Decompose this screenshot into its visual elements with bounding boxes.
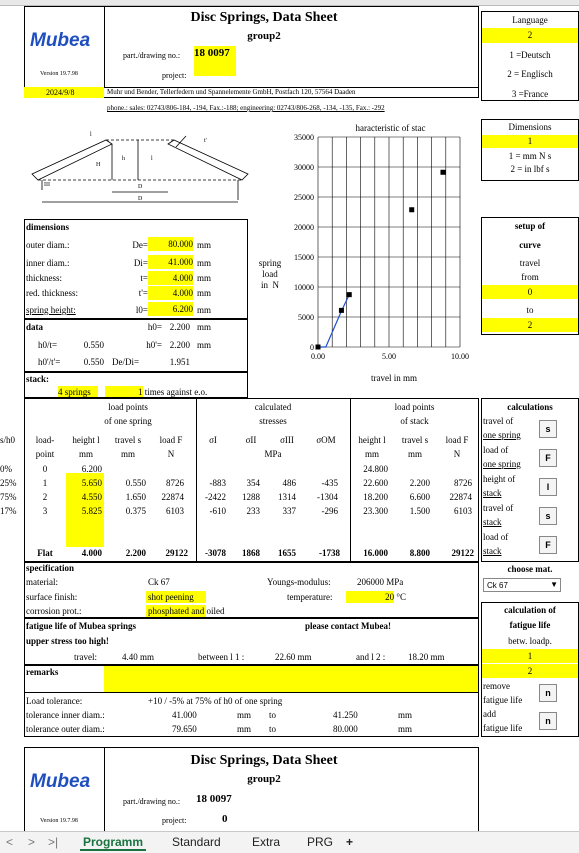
date-value[interactable]: 2024/9/8 bbox=[46, 88, 75, 97]
remove-fatigue-label-2: fatigue life bbox=[483, 695, 523, 705]
table-hdr-stress-2: stresses bbox=[259, 416, 287, 426]
calc-button-1[interactable]: F bbox=[539, 449, 557, 467]
first-sheet-icon[interactable]: < bbox=[6, 835, 14, 849]
col-sigma-1: σI bbox=[209, 435, 217, 445]
page2-part-number: 18 0097 bbox=[196, 793, 232, 805]
sheet-tab-bar bbox=[0, 831, 579, 853]
h0p-value: 2.200 bbox=[169, 340, 190, 350]
tol-inner-label: tolerance inner diam.: bbox=[26, 710, 105, 720]
chart-x-label: travel in mm bbox=[371, 373, 417, 383]
h0-value: 2.200 bbox=[169, 322, 190, 332]
h0-symbol: h0= bbox=[147, 322, 162, 332]
outer-diam-unit: mm bbox=[197, 240, 212, 250]
fatigue-l1-value: 22.60 mm bbox=[275, 652, 312, 662]
calc-label-3-b: stack bbox=[483, 517, 502, 527]
fatigue-loadp-2-input[interactable]: 2 bbox=[482, 664, 578, 678]
tol-outer-mm-1: mm bbox=[237, 724, 252, 734]
col-travel-1: travel s bbox=[114, 435, 142, 445]
cell-s3-1: 486 bbox=[282, 478, 296, 488]
language-title: Language bbox=[512, 15, 548, 25]
dd-value: 1.951 bbox=[169, 357, 190, 367]
spec-title: specification bbox=[26, 563, 74, 573]
col-load-2: N bbox=[167, 449, 175, 459]
svg-text:t': t' bbox=[204, 138, 207, 144]
mubea-logo: Mubea bbox=[30, 30, 91, 51]
tol-outer-mm-2: mm bbox=[398, 724, 413, 734]
corrosion-value[interactable]: phosphated and oiled bbox=[148, 606, 225, 616]
flat-s2: 1868 bbox=[242, 548, 260, 558]
remarks-input[interactable] bbox=[104, 666, 478, 692]
fatigue-title: fatigue life of Mubea springs bbox=[26, 621, 136, 631]
material-select[interactable]: Ck 67 ▼ bbox=[483, 578, 561, 592]
calc-label-2-a: height of bbox=[483, 474, 516, 484]
dimensions-panel bbox=[24, 219, 248, 319]
table-hdr-stress-1: calculated bbox=[254, 402, 292, 412]
chart-point-2 bbox=[347, 292, 352, 297]
cell-pct-2: 75% bbox=[0, 492, 17, 502]
remarks-title: remarks bbox=[26, 667, 59, 677]
calc-button-2[interactable]: l bbox=[539, 478, 557, 496]
col-height-2: mm bbox=[78, 449, 93, 459]
outer-diam-symbol: De= bbox=[132, 240, 148, 250]
table-hdr-one-2: of one spring bbox=[104, 416, 152, 426]
cell-hs-3: 23.300 bbox=[363, 506, 388, 516]
chart-point-1 bbox=[339, 308, 344, 313]
cell-s3-2: 1314 bbox=[278, 492, 296, 502]
h0t-symbol: h0/t= bbox=[38, 340, 58, 350]
cell-fs-2: 22874 bbox=[449, 492, 472, 502]
load-tolerance-value: +10 / -5% at 75% of h0 of one spring bbox=[148, 696, 283, 706]
col-load-1: load F bbox=[159, 435, 183, 445]
cell-f-2: 22874 bbox=[161, 492, 184, 502]
page2-project-value: 0 bbox=[222, 813, 228, 825]
tol-inner-b: 41.250 bbox=[333, 710, 358, 720]
flat-s1: -3078 bbox=[205, 548, 226, 558]
outer-diam-input[interactable]: 80.000 bbox=[148, 237, 193, 251]
cell-s-3: 0.375 bbox=[125, 506, 146, 516]
cell-f-3: 6103 bbox=[166, 506, 184, 516]
chart-x-tick: 5.00 bbox=[382, 352, 396, 361]
fatigue-contact: please contact Mubea! bbox=[305, 621, 391, 631]
cell-s2-2: 1288 bbox=[242, 492, 260, 502]
page2-group: group2 bbox=[247, 773, 281, 785]
setup-curve-from: from bbox=[521, 272, 539, 282]
load-tolerance-label: Load tolerance: bbox=[26, 696, 83, 706]
tab-extra[interactable]: Extra bbox=[252, 835, 281, 849]
language-option-3: 3 =France bbox=[511, 89, 549, 99]
tol-inner-a: 41.000 bbox=[172, 710, 197, 720]
inner-diam-label: inner diam.: bbox=[26, 258, 70, 268]
tol-outer-to: to bbox=[269, 724, 277, 734]
dimensions-unit-input[interactable]: 1 bbox=[482, 135, 578, 148]
calc-label-1-a: load of bbox=[483, 445, 509, 455]
chart-y-tick: 35000 bbox=[294, 133, 314, 142]
flat-ss: 8.800 bbox=[409, 548, 430, 558]
page-title: Disc Springs, Data Sheet bbox=[190, 10, 338, 25]
chart-point-4 bbox=[440, 170, 445, 175]
spring-height-symbol: l0= bbox=[135, 305, 148, 315]
flat-s3: 1655 bbox=[278, 548, 296, 558]
cell-ss-3: 1.500 bbox=[409, 506, 430, 516]
dimensions-unit-option-2: 2 = in lbf s bbox=[510, 164, 550, 174]
choose-mat-title: choose mat. bbox=[507, 564, 553, 574]
cell-fs-3: 6103 bbox=[454, 506, 472, 516]
col-sigma-3: σIII bbox=[280, 435, 294, 445]
thickness-input[interactable]: 4.000 bbox=[148, 271, 193, 285]
col-stack-height-1: height l bbox=[358, 435, 386, 445]
cell-s1-1: -883 bbox=[209, 478, 226, 488]
chart-point-3 bbox=[409, 207, 414, 212]
inner-diam-symbol: Di= bbox=[133, 258, 148, 268]
cell-h-2[interactable]: 4.550 bbox=[81, 492, 102, 502]
tab-standard[interactable]: Standard bbox=[172, 835, 221, 849]
col-stack-travel-1: travel s bbox=[401, 435, 429, 445]
col-stack-load-1: load F bbox=[445, 435, 469, 445]
chart-y-tick: 20000 bbox=[294, 223, 314, 232]
language-input[interactable]: 2 bbox=[482, 28, 578, 43]
youngs-label: Youngs-modulus: bbox=[267, 577, 331, 587]
fatigue-warning: upper stress too high! bbox=[26, 636, 109, 646]
red-thickness-unit: mm bbox=[197, 288, 212, 298]
table-hdr-one-1: load points bbox=[108, 402, 148, 412]
svg-text:l: l bbox=[151, 156, 153, 162]
surface-value[interactable]: shot peening bbox=[148, 592, 194, 602]
youngs-value: 206000 MPa bbox=[357, 577, 404, 587]
h0-unit: mm bbox=[197, 322, 212, 332]
cell-pct-3: 17% bbox=[0, 506, 17, 516]
curve-to-input[interactable]: 2 bbox=[482, 318, 578, 332]
stack-springs[interactable]: 4 springs bbox=[58, 387, 91, 397]
flat-f: 29122 bbox=[165, 548, 188, 558]
chart-y-tick: 15000 bbox=[294, 253, 314, 262]
page2-version: Version 19.7.98 bbox=[40, 818, 78, 824]
flat-fs: 29122 bbox=[451, 548, 474, 558]
cell-hs-2: 18.200 bbox=[363, 492, 388, 502]
tol-inner-to: to bbox=[269, 710, 277, 720]
col-mpa: MPa bbox=[264, 449, 282, 459]
cell-pt-2: 2 bbox=[42, 492, 48, 502]
cell-pct-0: 0% bbox=[0, 464, 12, 474]
red-thickness-label: red. thickness: bbox=[26, 288, 78, 298]
cell-s-1: 0.550 bbox=[125, 478, 146, 488]
cell-f-1: 8726 bbox=[166, 478, 184, 488]
page2-project-label: project: bbox=[162, 816, 187, 825]
cell-pt-0: 0 bbox=[42, 464, 48, 474]
outer-diam-label: outer diam.: bbox=[26, 240, 70, 250]
svg-text:III: III bbox=[44, 182, 50, 188]
col-stack-load-2: N bbox=[453, 449, 461, 459]
flat-h: 4.000 bbox=[81, 548, 102, 558]
fatigue-travel-value: 4.40 mm bbox=[122, 652, 155, 662]
phone-info: phone.: sales: 02743/806-184, -194, Fax.:-188; engineering: 02743/806-268, -134, -135, Fax.: -292 bbox=[107, 104, 385, 112]
chart-point-0 bbox=[316, 345, 321, 350]
cell-s4-3: -296 bbox=[321, 506, 338, 516]
h0pt-symbol: h0'/t'= bbox=[38, 357, 61, 367]
chart-y-tick: 25000 bbox=[294, 193, 314, 202]
chart-x-tick: 0.00 bbox=[311, 352, 325, 361]
corrosion-label: corrosion prot.: bbox=[26, 606, 82, 616]
chevron-down-icon: ▼ bbox=[550, 580, 558, 589]
chart-title: haracteristic of stac bbox=[355, 123, 426, 133]
calc-fatigue-sub: betw. loadp. bbox=[508, 636, 552, 646]
dimensions-unit-title: Dimensions bbox=[508, 122, 552, 132]
page2-part-label: part./drawing no.: bbox=[123, 797, 181, 806]
tol-inner-mm-1: mm bbox=[237, 710, 252, 720]
cell-s4-2: -1304 bbox=[317, 492, 338, 502]
flat-label: Flat bbox=[37, 548, 53, 558]
setup-curve-to: to bbox=[526, 305, 534, 315]
cell-ss-2: 6.600 bbox=[409, 492, 430, 502]
version-label: Version 19.7.98 bbox=[40, 71, 78, 77]
calc-button-3[interactable]: s bbox=[539, 507, 557, 525]
add-fatigue-button[interactable]: n bbox=[539, 712, 557, 730]
inner-diam-input[interactable]: 41.000 bbox=[148, 255, 193, 269]
calc-label-0-a: travel of bbox=[483, 416, 514, 426]
cell-s3-3: 337 bbox=[282, 506, 296, 516]
inner-diam-unit: mm bbox=[197, 258, 212, 268]
cell-hs-0: 24.800 bbox=[363, 464, 388, 474]
col-sigma-2: σII bbox=[245, 435, 257, 445]
setup-curve-title-1: setup of bbox=[514, 221, 546, 231]
flat-s: 2.200 bbox=[125, 548, 146, 558]
tol-outer-a: 79.650 bbox=[172, 724, 197, 734]
add-fatigue-label-2: fatigue life bbox=[483, 723, 523, 733]
calc-button-0[interactable]: s bbox=[539, 420, 557, 438]
remove-fatigue-button[interactable]: n bbox=[539, 684, 557, 702]
load-travel-chart bbox=[280, 125, 480, 390]
svg-text:D: D bbox=[138, 196, 143, 202]
language-option-1: 1 =Deutsch bbox=[509, 50, 551, 60]
cell-h-0[interactable]: 6.200 bbox=[81, 464, 102, 474]
chart-y-tick: 5000 bbox=[298, 313, 314, 322]
tab-programm[interactable]: Programm bbox=[80, 835, 146, 851]
col-loadpoint-2: point bbox=[35, 449, 55, 459]
calc-label-2-b: stack bbox=[483, 488, 502, 498]
cell-pt-1: 1 bbox=[42, 478, 48, 488]
tol-outer-label: tolerance outer diam.: bbox=[26, 724, 105, 734]
cell-s1-2: -2422 bbox=[205, 492, 226, 502]
dimensions-title: dimensions bbox=[26, 222, 70, 232]
col-s-h0: s/h0 bbox=[0, 435, 16, 445]
spring-height-input[interactable]: 6.200 bbox=[148, 302, 193, 316]
flat-s4: -1738 bbox=[319, 548, 340, 558]
col-travel-2: mm bbox=[120, 449, 135, 459]
material-value: Ck 67 bbox=[148, 577, 170, 587]
thickness-unit: mm bbox=[197, 273, 212, 283]
calc-label-4-b: stack bbox=[483, 546, 502, 556]
dd-symbol: De/Di= bbox=[112, 357, 140, 367]
calc-button-4[interactable]: F bbox=[539, 536, 557, 554]
calc-fatigue-title-1: calculation of bbox=[504, 605, 556, 615]
remove-fatigue-label-1: remove bbox=[483, 681, 510, 691]
page2-mubea-logo: Mubea bbox=[30, 771, 91, 792]
cell-s-2: 1.650 bbox=[125, 492, 146, 502]
thickness-label: thickness: bbox=[26, 273, 62, 283]
red-thickness-symbol: t'= bbox=[138, 288, 148, 298]
spring-height-label: spring height: bbox=[26, 305, 76, 315]
disc-spring-diagram bbox=[26, 122, 261, 212]
col-loadpoint-1: load- bbox=[35, 435, 55, 445]
col-stack-height-2: mm bbox=[364, 449, 379, 459]
cell-h-1[interactable]: 5.650 bbox=[81, 478, 102, 488]
svg-text:H: H bbox=[96, 162, 101, 168]
fatigue-loadp-1-input[interactable]: 1 bbox=[482, 649, 578, 663]
svg-text:D: D bbox=[138, 184, 143, 190]
project-label: project: bbox=[162, 71, 187, 80]
red-thickness-input[interactable]: 4.000 bbox=[148, 286, 193, 300]
cell-s4-1: -435 bbox=[321, 478, 338, 488]
chart-series-line bbox=[318, 295, 349, 347]
setup-curve-title-2: curve bbox=[519, 240, 541, 250]
tol-inner-mm-2: mm bbox=[398, 710, 413, 720]
calc-fatigue-title-2: fatigue life bbox=[509, 620, 551, 630]
col-height-1: height l bbox=[72, 435, 100, 445]
chart-y-label: spring load in N bbox=[258, 258, 282, 290]
part-number[interactable]: 18 0097 bbox=[194, 46, 236, 76]
tol-outer-b: 80.000 bbox=[333, 724, 358, 734]
last-sheet-icon[interactable]: >| bbox=[48, 835, 59, 849]
thickness-symbol: t= bbox=[140, 273, 148, 283]
stack-times[interactable]: 1 times against e.o. bbox=[138, 387, 208, 397]
part-label: part./drawing no.: bbox=[123, 51, 181, 60]
chart-y-tick: 0 bbox=[310, 343, 314, 352]
table-hdr-stack-1: load points bbox=[394, 402, 435, 412]
h0t-value: 0.550 bbox=[83, 340, 104, 350]
fatigue-travel-label: travel: bbox=[74, 652, 97, 662]
cell-fs-1: 8726 bbox=[454, 478, 472, 488]
chart-y-tick: 10000 bbox=[294, 283, 314, 292]
h0p-symbol: h0'= bbox=[146, 340, 162, 350]
surface-label: surface finish: bbox=[26, 592, 78, 602]
cell-s1-3: -610 bbox=[209, 506, 226, 516]
temperature-value[interactable]: 20 °C bbox=[385, 592, 406, 602]
temperature-label: temperature: bbox=[287, 592, 333, 602]
fatigue-between-label: between l 1 : bbox=[198, 652, 245, 662]
chart-x-tick: 10.00 bbox=[451, 352, 469, 361]
cell-s2-1: 354 bbox=[246, 478, 260, 488]
prev-sheet-icon[interactable]: > bbox=[28, 835, 36, 849]
spring-height-unit: mm bbox=[197, 305, 212, 315]
dimensions-unit-option-1: 1 = mm N s bbox=[508, 151, 552, 161]
cell-h-3[interactable]: 5.825 bbox=[81, 506, 102, 516]
tab-prg[interactable]: PRG bbox=[307, 835, 334, 849]
flat-hs: 16.000 bbox=[363, 548, 388, 558]
h0p-unit: mm bbox=[197, 340, 212, 350]
data-title: data bbox=[26, 322, 44, 332]
page2-title: Disc Springs, Data Sheet bbox=[190, 753, 338, 768]
calc-label-1-b: one spring bbox=[483, 459, 521, 469]
company-address: Muhr und Bender, Tellerfedern und Spannelemente GmbH, Postfach 120, 57564 Daaden bbox=[107, 88, 356, 96]
table-hdr-stack-2: of stack bbox=[400, 416, 429, 426]
material-label: material: bbox=[26, 577, 58, 587]
cell-ss-1: 2.200 bbox=[409, 478, 430, 488]
fatigue-l2-value: 18.20 mm bbox=[408, 652, 445, 662]
cell-s2-3: 233 bbox=[246, 506, 260, 516]
curve-from-input[interactable]: 0 bbox=[482, 285, 578, 299]
fatigue-and-label: and l 2 : bbox=[356, 652, 386, 662]
setup-curve-travel: travel bbox=[519, 258, 541, 268]
svg-text:h: h bbox=[122, 156, 125, 162]
cell-pt-3: 3 bbox=[42, 506, 48, 516]
cell-pct-1: 25% bbox=[0, 478, 17, 488]
calculations-title: calculations bbox=[507, 402, 553, 412]
add-fatigue-label-1: add bbox=[483, 709, 496, 719]
calc-label-0-b: one spring bbox=[483, 430, 521, 440]
col-sigma-om: σOM bbox=[316, 435, 336, 445]
svg-text:l: l bbox=[90, 132, 92, 138]
chart-y-tick: 30000 bbox=[294, 163, 314, 172]
cell-hs-1: 22.600 bbox=[363, 478, 388, 488]
language-option-2: 2 = Englisch bbox=[507, 69, 553, 79]
group-label: group2 bbox=[247, 30, 281, 42]
calc-label-3-a: travel of bbox=[483, 503, 514, 513]
calc-label-4-a: load of bbox=[483, 532, 509, 542]
col-stack-travel-2: mm bbox=[407, 449, 422, 459]
stack-title: stack: bbox=[26, 374, 49, 384]
add-sheet-icon[interactable]: + bbox=[346, 835, 354, 849]
specification-panel bbox=[24, 562, 479, 618]
h0pt-value: 0.550 bbox=[83, 357, 104, 367]
